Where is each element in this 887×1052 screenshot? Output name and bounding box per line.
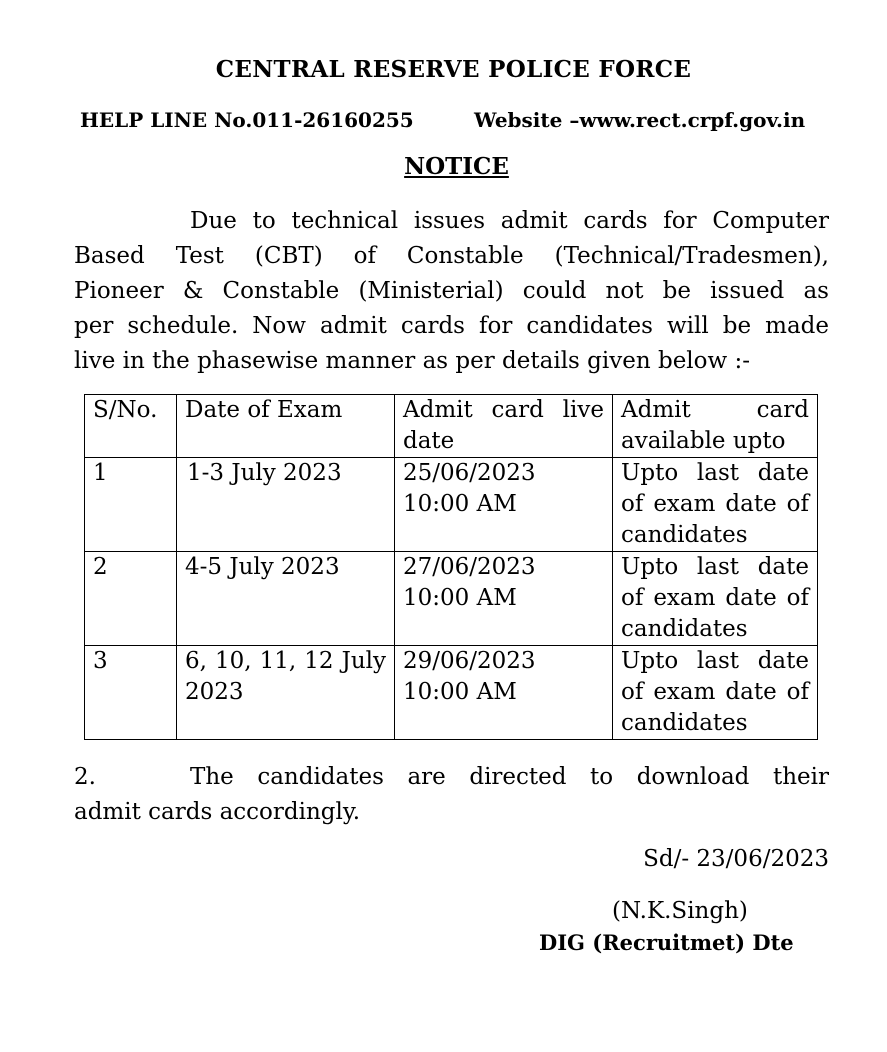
- table-header-row: [85, 395, 818, 458]
- header-available-upto: Admit card available upto: [613, 395, 818, 458]
- cell-sno: 2: [85, 552, 177, 646]
- paragraph-line: per schedule. Now admit cards for candidates will be made: [74, 313, 829, 339]
- signed-date: Sd/- 23/06/2023: [643, 846, 829, 872]
- admit-card-schedule-table: [84, 394, 818, 740]
- paragraph-line: Pioneer & Constable (Ministerial) could not be issued as: [74, 278, 829, 304]
- cell-live-date: [395, 552, 613, 646]
- header-exam-date: Date of Exam: [177, 395, 395, 458]
- signatory-designation: DIG (Recruitmet) Dte: [539, 930, 794, 955]
- header-sno: S/No.: [85, 395, 177, 458]
- cell-exam-date: 1-3 July 2023: [177, 458, 395, 552]
- table-row: [85, 552, 818, 646]
- cell-sno: 1: [85, 458, 177, 552]
- cell-live-date: [395, 458, 613, 552]
- paragraph-line: live in the phasewise manner as per details given below :-: [74, 348, 751, 374]
- live-date: 25/06/2023: [403, 460, 536, 486]
- helpline-number: HELP LINE No.011-26160255: [80, 108, 414, 132]
- live-date: 29/06/2023: [403, 648, 536, 674]
- organization-title: CENTRAL RESERVE POLICE FORCE: [215, 56, 692, 83]
- paragraph-line: Based Test (CBT) of Constable (Technical/Tradesmen),: [74, 243, 829, 269]
- cell-live-date: [395, 646, 613, 740]
- point-number: 2.: [74, 764, 96, 790]
- table-row: [85, 458, 818, 552]
- notice-heading: NOTICE: [404, 153, 509, 180]
- point-2-line: The candidates are directed to download their: [190, 764, 829, 790]
- cell-exam-date: 4-5 July 2023: [177, 552, 395, 646]
- live-date: 27/06/2023: [403, 554, 536, 580]
- live-time: 10:00 AM: [403, 585, 517, 611]
- cell-available-upto: Upto last date of exam date of candidates: [613, 552, 818, 646]
- website-address: Website –www.rect.crpf.gov.in: [474, 108, 806, 132]
- cell-available-upto: Upto last date of exam date of candidates: [613, 646, 818, 740]
- cell-available-upto: Upto last date of exam date of candidates: [613, 458, 818, 552]
- cell-sno: 3: [85, 646, 177, 740]
- paragraph-line: Due to technical issues admit cards for Computer: [190, 208, 829, 234]
- signatory-name: (N.K.Singh): [612, 898, 748, 924]
- live-time: 10:00 AM: [403, 491, 517, 517]
- cell-exam-date: 6, 10, 11, 12 July 2023: [177, 646, 395, 740]
- header-live-date: Admit card live date: [395, 395, 613, 458]
- live-time: 10:00 AM: [403, 679, 517, 705]
- table-row: [85, 646, 818, 740]
- point-2-line: admit cards accordingly.: [74, 799, 361, 825]
